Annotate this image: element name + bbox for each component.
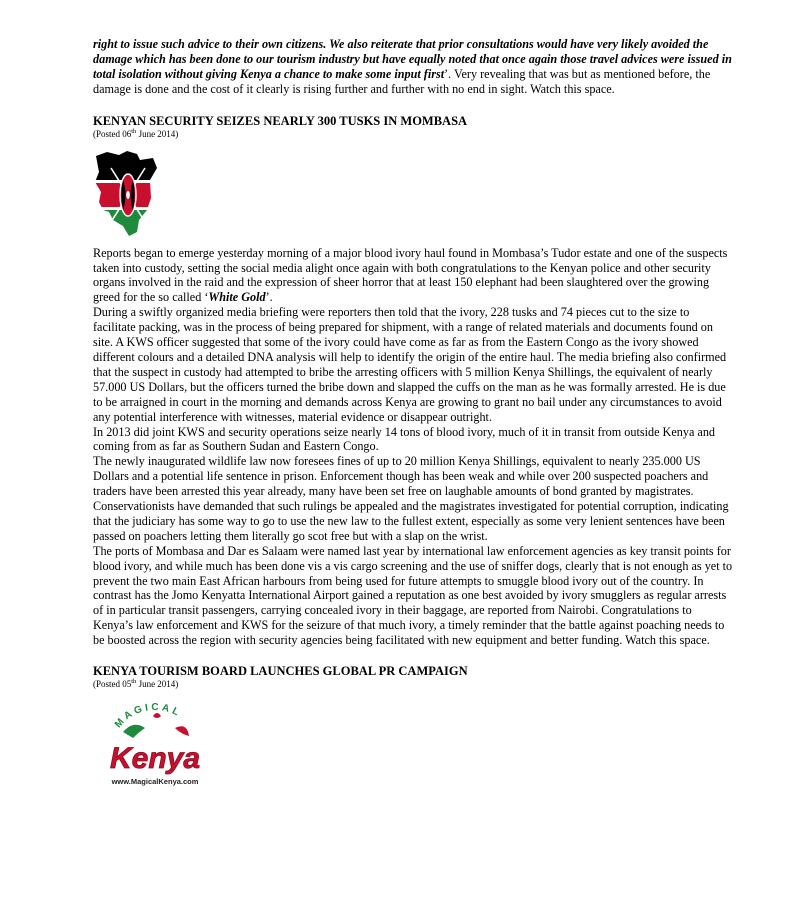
paragraph: The newly inaugurated wildlife law now foresees fines of up to 20 million Kenya Shillings, equivalent to nearly 235.000 US Dollars and a potential life sentence in prison. Enforcement though has been weak and while over 200 suspected poachers and traders have been arrested this year already, many have been set free on laughable amounts of bond granted by magistrates. Conservationists have demanded that such rulings be appealed and the magistrates investigated for potential corruption, indicating that the judiciary has some way to go to use the new law to the fullest extent, especially as some very lenient sentences have been passed on poachers letting them literally go scot free but with a slap on the wrist. — [93, 454, 729, 543]
intro-paragraph — [93, 37, 733, 97]
intro-italic-text: right to issue such advice to their own citizens. We also reiterate that prior consultations would have very likely avoided the damage which has been done to our tourism industry but have equally noted that once again those travel advices were issued in total isolation without giving Kenya a chance to make some input first — [93, 37, 732, 81]
paragraph: Reports began to emerge yesterday morning of a major blood ivory haul found in Mombasa’s Tudor estate and one of the suspects taken into custody, setting the social media alight once again with both congratulations to the Kenyan police and other security organs involved in the raid and the expression of sheer horror that at least 150 elephant had been slaughtered over the growing greed for the so called ‘White Gold’. — [93, 245, 728, 305]
posted-date: (Posted 06th June 2014) — [93, 127, 179, 139]
svg-text:Kenya: Kenya — [109, 742, 201, 776]
magical-kenya-logo — [93, 702, 217, 794]
document-page — [93, 37, 733, 794]
paragraph: In 2013 did joint KWS and security operations seize nearly 14 tons of blood ivory, much of it in transit from outside Kenya and coming from as far as Southern Sudan and Eastern Congo. — [93, 424, 716, 454]
paragraph: During a swiftly organized media briefing were reporters then told that the ivory, 228 tusks and 74 pieces cut to the size to facilitate packing, was in the process of being prepared for shipment, with a range of related materials and documents found on site. A KWS officer suggested that some of the ivory could have come as far as from the Eastern Congo as the ivory showed different colours and a detailed DNA analysis will help to identify the origin of the entire haul. The media briefing also confirmed that the suspect in custody had attempted to bribe the arresting officers with 5 million Kenya Shillings, the equivalent of nearly 57.000 US Dollars, but the officers turned the bribe down and slapped the cuffs on the man as he was formally arrested. He is due to be arraigned in court in the morning and demands across Kenya are growing to grant no bail under any circumstances to avoid any potential interference with witnesses, material evidence or disappear outright. — [93, 305, 727, 424]
article-heading: KENYA TOURISM BOARD LAUNCHES GLOBAL PR CAMPAIGN — [93, 664, 468, 679]
svg-text:MAGICAL: MAGICAL — [112, 702, 184, 731]
kenya-flag-map-icon — [93, 150, 163, 236]
article-heading: KENYAN SECURITY SEIZES NEARLY 300 TUSKS IN MOMBASA — [93, 113, 468, 128]
posted-date: (Posted 05th June 2014) — [93, 678, 179, 690]
intro-text: ’. Very revealing that was but as mentioned before, the damage is done and the cost of it clearly is rising further and further with no end in sight. Watch this space. — [93, 66, 711, 96]
svg-text:www.MagicalKenya.com: www.MagicalKenya.com — [111, 777, 199, 787]
paragraph: The ports of Mombasa and Dar es Salaam were named last year by international law enforcement agencies as key transit points for blood ivory, and while much has been done vis a vis cargo screening and the use of sniffer dogs, clearly that is not enough as yet to prevent the two main East African harbours from being used for future attempts to smuggle blood ivory out of the country. In contrast has the Jomo Kenyatta International Airport gained a reputation as one best avoided by ivory smugglers as regular arrests of in particular transit passengers, carrying concealed ivory in their baggage, are reported from Nairobi. Congratulations to Kenya’s law enforcement and KWS for the seizure of that much ivory, a timely reminder that the battle against poaching needs to be boosted across the region with security agencies being facilitated with new equipment and better funding. Watch this space. — [93, 543, 733, 648]
